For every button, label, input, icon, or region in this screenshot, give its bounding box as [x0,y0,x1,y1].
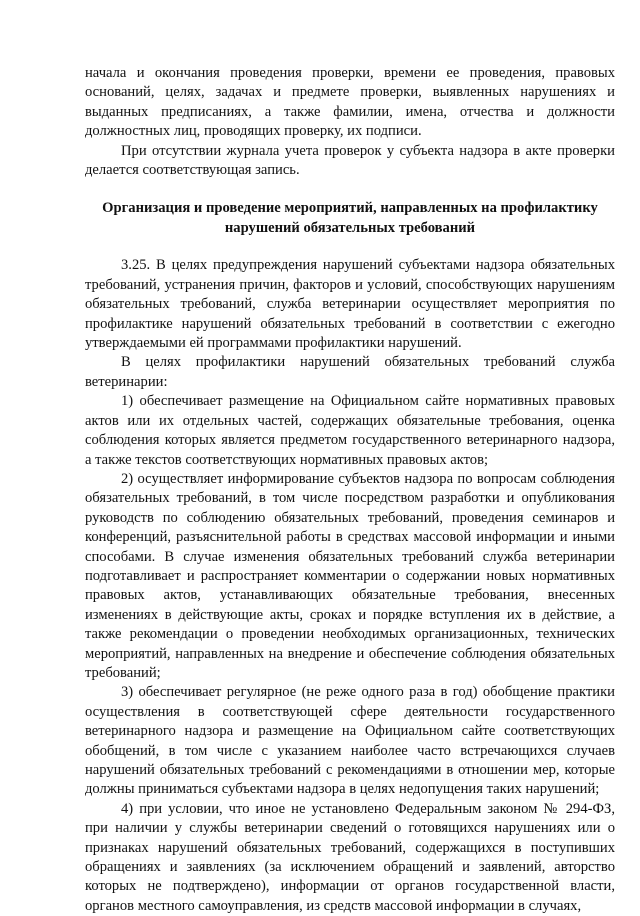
paragraph-journal-absence: При отсутствии журнала учета проверок у субъекта надзора в акте проверки делается соответствующая запись. [85,142,615,179]
document-body [85,64,615,916]
paragraph-item-3: 3) обеспечивает регулярное (не реже одного раза в год) обобщение практики осуществления в соответствующей сфере деятельности государственного ветеринарного надзора и размещение на Официальном сайте соответствующих обобщений, в том числе с указанием наиболее часто встречающихся случаев нарушений обязательных требований с рекомендациями в отношении мер, которые должны приниматься субъектами надзора в целях недопущения таких нарушений; [85,684,615,798]
paragraph-continuation: начала и окончания проведения проверки, времени ее проведения, правовых оснований, целях, задачах и предмете проверки, выявленных нарушениях и выданных предписаниях, а также фамилии, имена, отчества и должности должностных лиц, проводящих проверку, их подписи. [85,65,615,140]
paragraph-prevention-intro: В целях профилактики нарушений обязательных требований служба ветеринарии: [85,354,615,390]
paragraph-3-25: 3.25. В целях предупреждения нарушений субъектами надзора обязательных требований, устранения причин, факторов и условий, способствующих нарушениям обязательных требований, служба ветеринарии осуществляет мероприятия по профилактике нарушений обязательных требований в соответствии с ежегодно утверждаемыми ей программами профилактики нарушений. [85,257,615,352]
paragraph-item-1: 1) обеспечивает размещение на Официальном сайте нормативных правовых актов или их отдельных частей, содержащих обязательные требования, оценка соблюдения которых является предметом государственного ветеринарного надзора, а также текстов соответствующих нормативных правовых актов; [85,393,615,468]
paragraph-item-2: 2) осуществляет информирование субъектов надзора по вопросам соблюдения обязательных требований, в том числе посредством разработки и опубликования руководств по соблюдению обязательных требований, проведения семинаров и конференций, разъяснительной работы в средствах массовой информации и иными способами. В случае изменения обязательных требований служба ветеринарии подготавливает и распространяет комментарии о содержании новых нормативных правовых актов, устанавливающих обязательные требования, внесенных изменениях в действующие акты, сроках и порядке вступления их в действие, а также рекомендации о проведении необходимых организационных, технических мероприятий, направленных на внедрение и обеспечение соблюдения обязательных требований; [85,470,615,681]
section-heading: Организация и проведение мероприятий, направленных на профилактику нарушений обязательных требований [102,200,598,237]
paragraph-item-4: 4) при условии, что иное не установлено Федеральным законом № 294-ФЗ, при наличии у службы ветеринарии сведений о готовящихся нарушениях или о признаках нарушений обязательных требований, содержащихся в поступивших обращениях и заявлениях (за исключением обращений и заявлений, авторство которых не подтверждено), информации от органов государственной власти, органов местного самоуправления, из средств массовой информации в случаях, [85,800,615,914]
